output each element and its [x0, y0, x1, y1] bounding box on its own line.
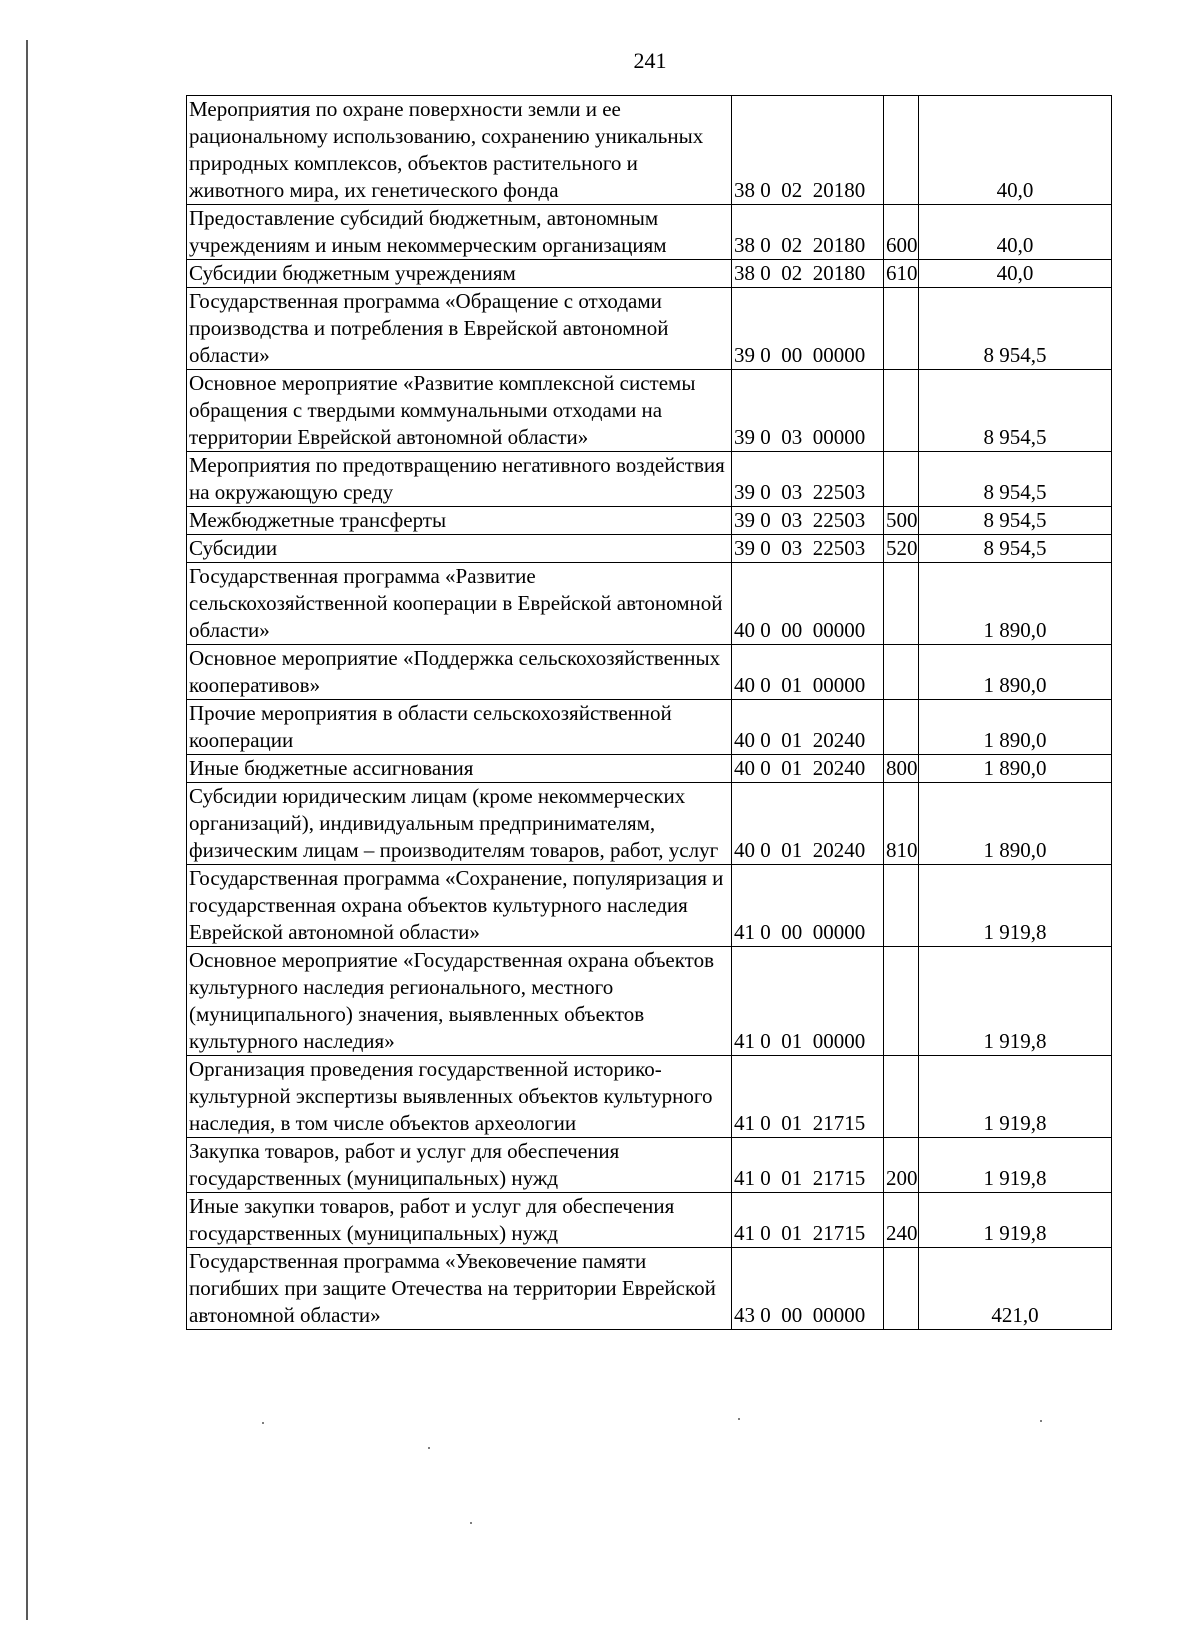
scan-speck: [1040, 1420, 1042, 1422]
row-type-cell: 800: [884, 755, 919, 783]
row-name-cell: Предоставление субсидий бюджетным, автономным учреждениям и иным некоммерческим организациям: [187, 205, 732, 260]
row-type-cell: 610: [884, 260, 919, 288]
row-name-cell: Государственная программа «Увековечение памяти погибших при защите Отечества на территории Еврейской автономной области»: [187, 1248, 732, 1330]
row-name-cell: Основное мероприятие «Государственная охрана объектов культурного наследия регионального, местного (муниципального) значения, выявленных объектов культурного наследия»: [187, 947, 732, 1056]
row-code-cell: 41 0 01 21715: [732, 1193, 884, 1248]
row-type-cell: 600: [884, 205, 919, 260]
table-row: [187, 700, 1112, 755]
table-row: [187, 865, 1112, 947]
page-number: 241: [633, 48, 667, 73]
scan-speck: [262, 1422, 264, 1424]
row-name-cell: Основное мероприятие «Поддержка сельскохозяйственных кооперативов»: [187, 645, 732, 700]
row-sum-cell: 40,0: [919, 260, 1112, 288]
table-row: [187, 205, 1112, 260]
table-row: [187, 755, 1112, 783]
table-row: [187, 1193, 1112, 1248]
row-sum-cell: 1 919,8: [919, 1138, 1112, 1193]
row-code-cell: 39 0 03 22503: [732, 507, 884, 535]
row-sum-cell: 421,0: [919, 1248, 1112, 1330]
row-type-cell: 200: [884, 1138, 919, 1193]
scan-speck: [428, 1447, 430, 1449]
budget-table: [186, 95, 1112, 1330]
row-code-cell: 38 0 02 20180: [732, 96, 884, 205]
row-name-cell: Субсидии бюджетным учреждениям: [187, 260, 732, 288]
row-code-cell: 39 0 00 00000: [732, 288, 884, 370]
row-sum-cell: 1 919,8: [919, 947, 1112, 1056]
row-type-cell: [884, 1056, 919, 1138]
row-name-cell: Закупка товаров, работ и услуг для обеспечения государственных (муниципальных) нужд: [187, 1138, 732, 1193]
row-name-cell: Мероприятия по предотвращению негативного воздействия на окружающую среду: [187, 452, 732, 507]
row-name-cell: Государственная программа «Обращение с отходами производства и потребления в Еврейской автономной области»: [187, 288, 732, 370]
row-type-cell: 240: [884, 1193, 919, 1248]
table-row: [187, 96, 1112, 205]
row-type-cell: [884, 96, 919, 205]
row-sum-cell: 1 890,0: [919, 645, 1112, 700]
row-type-cell: [884, 452, 919, 507]
row-sum-cell: 1 890,0: [919, 783, 1112, 865]
table-row: [187, 645, 1112, 700]
row-type-cell: 810: [884, 783, 919, 865]
row-sum-cell: 40,0: [919, 205, 1112, 260]
row-sum-cell: 8 954,5: [919, 370, 1112, 452]
row-type-cell: [884, 370, 919, 452]
budget-table-body: [187, 96, 1112, 1330]
row-type-cell: [884, 288, 919, 370]
scan-edge-line: [26, 40, 28, 1620]
row-sum-cell: 1 919,8: [919, 865, 1112, 947]
table-row: [187, 288, 1112, 370]
row-name-cell: Прочие мероприятия в области сельскохозяйственной кооперации: [187, 700, 732, 755]
row-code-cell: 40 0 01 00000: [732, 645, 884, 700]
row-code-cell: 41 0 01 21715: [732, 1138, 884, 1193]
row-name-cell: Основное мероприятие «Развитие комплексной системы обращения с твердыми коммунальными отходами на территории Еврейской автономной области»: [187, 370, 732, 452]
row-code-cell: 39 0 03 00000: [732, 370, 884, 452]
scan-speck: [470, 1522, 472, 1524]
row-sum-cell: 1 890,0: [919, 755, 1112, 783]
row-sum-cell: 1 919,8: [919, 1193, 1112, 1248]
row-code-cell: 43 0 00 00000: [732, 1248, 884, 1330]
row-type-cell: [884, 563, 919, 645]
row-type-cell: [884, 947, 919, 1056]
row-sum-cell: 1 919,8: [919, 1056, 1112, 1138]
row-code-cell: 39 0 03 22503: [732, 452, 884, 507]
row-type-cell: [884, 645, 919, 700]
row-sum-cell: 1 890,0: [919, 700, 1112, 755]
row-code-cell: 41 0 01 00000: [732, 947, 884, 1056]
row-name-cell: Иные бюджетные ассигнования: [187, 755, 732, 783]
table-row: [187, 947, 1112, 1056]
row-code-cell: 39 0 03 22503: [732, 535, 884, 563]
table-row: [187, 452, 1112, 507]
row-code-cell: 41 0 00 00000: [732, 865, 884, 947]
row-name-cell: Мероприятия по охране поверхности земли и ее рациональному использованию, сохранению уникальных природных комплексов, объектов растительного и животного мира, их генетического фонда: [187, 96, 732, 205]
row-sum-cell: 8 954,5: [919, 452, 1112, 507]
row-code-cell: 40 0 01 20240: [732, 700, 884, 755]
table-row: [187, 783, 1112, 865]
row-sum-cell: 8 954,5: [919, 535, 1112, 563]
table-row: [187, 1056, 1112, 1138]
scan-speck: [738, 1418, 740, 1420]
row-code-cell: 40 0 01 20240: [732, 783, 884, 865]
table-row: [187, 370, 1112, 452]
table-row: [187, 260, 1112, 288]
table-row: [187, 535, 1112, 563]
row-sum-cell: 1 890,0: [919, 563, 1112, 645]
row-name-cell: Иные закупки товаров, работ и услуг для обеспечения государственных (муниципальных) нужд: [187, 1193, 732, 1248]
row-name-cell: Государственная программа «Сохранение, популяризация и государственная охрана объектов культурного наследия Еврейской автономной области»: [187, 865, 732, 947]
table-row: [187, 563, 1112, 645]
row-type-cell: [884, 1248, 919, 1330]
row-name-cell: Государственная программа «Развитие сельскохозяйственной кооперации в Еврейской автономной области»: [187, 563, 732, 645]
row-type-cell: 500: [884, 507, 919, 535]
row-name-cell: Субсидии юридическим лицам (кроме некоммерческих организаций), индивидуальным предпринимателям, физическим лицам – производителям товаров, работ, услуг: [187, 783, 732, 865]
row-sum-cell: 8 954,5: [919, 288, 1112, 370]
row-type-cell: 520: [884, 535, 919, 563]
row-type-cell: [884, 865, 919, 947]
table-row: [187, 1248, 1112, 1330]
row-code-cell: 40 0 01 20240: [732, 755, 884, 783]
row-sum-cell: 40,0: [919, 96, 1112, 205]
row-sum-cell: 8 954,5: [919, 507, 1112, 535]
row-type-cell: [884, 700, 919, 755]
row-name-cell: Организация проведения государственной историко-культурной экспертизы выявленных объектов культурного наследия, в том числе объектов археологии: [187, 1056, 732, 1138]
table-row: [187, 507, 1112, 535]
row-code-cell: 38 0 02 20180: [732, 205, 884, 260]
row-name-cell: Субсидии: [187, 535, 732, 563]
row-code-cell: 40 0 00 00000: [732, 563, 884, 645]
table-row: [187, 1138, 1112, 1193]
row-code-cell: 41 0 01 21715: [732, 1056, 884, 1138]
row-name-cell: Межбюджетные трансферты: [187, 507, 732, 535]
row-code-cell: 38 0 02 20180: [732, 260, 884, 288]
